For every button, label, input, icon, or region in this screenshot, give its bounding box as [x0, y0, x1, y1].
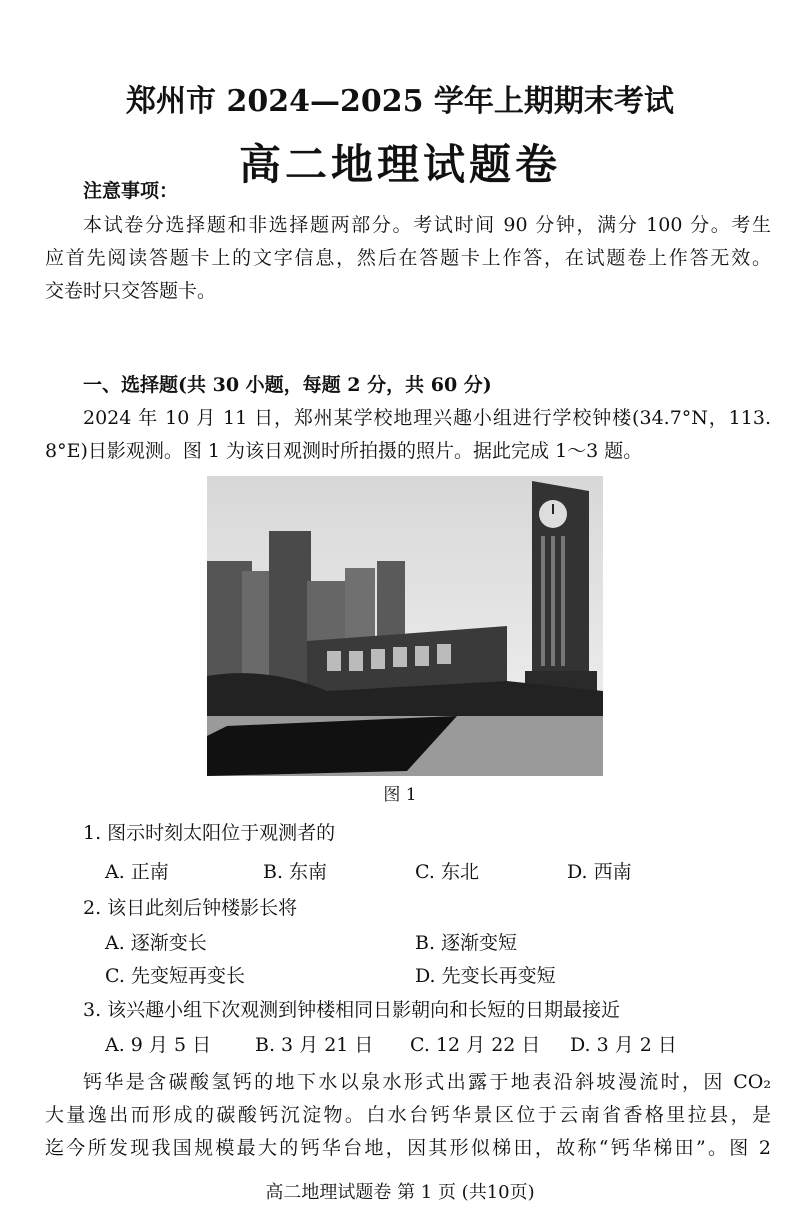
option: D. 先变长再变短 [415, 965, 556, 987]
notice-heading: 注意事项： [83, 180, 179, 202]
notice-line: 交卷时只交答题卡。 [45, 280, 217, 302]
intro-line: 2024 年 10 月 11 日，郑州某学校地理兴趣小组进行学校钟楼(34.7°N，113. [83, 407, 771, 429]
option: A. 逐渐变长 [105, 932, 207, 954]
notice-line: 应首先阅读答题卡上的文字信息，然后在答题卡上作答，在试题卷上作答无效。 [45, 247, 771, 269]
question-stem: 1. 图示时刻太阳位于观测者的 [83, 822, 336, 844]
question-stem: 3. 该兴趣小组下次观测到钟楼相同日影朝向和长短的日期最接近 [83, 999, 621, 1021]
option: A. 9 月 5 日 [105, 1034, 212, 1056]
paper-title: 高二地理试题卷 [238, 140, 561, 189]
option: C. 先变短再变长 [105, 965, 245, 987]
option: A. 正南 [105, 861, 169, 883]
passage-line: 迄今所发现我国规模最大的钙华台地，因其形似梯田，故称“钙华梯田”。图 2 [45, 1137, 771, 1159]
option: C. 12 月 22 日 [410, 1034, 541, 1056]
passage-line: 钙华是含碳酸氢钙的地下水以泉水形式出露于地表沿斜坡漫流时，因 CO₂ [83, 1071, 771, 1093]
section-heading: 一、选择题(共 30 小题，每题 2 分，共 60 分) [83, 374, 492, 396]
option: B. 东南 [263, 861, 328, 883]
passage-line: 大量逸出而形成的碳酸钙沉淀物。白水台钙华景区位于云南省香格里拉县，是 [45, 1104, 771, 1126]
figure-caption: 图 1 [383, 785, 417, 805]
option: D. 西南 [567, 861, 632, 883]
question-stem: 2. 该日此刻后钟楼影长将 [83, 897, 298, 919]
notice-line: 本试卷分选择题和非选择题两部分。考试时间 90 分钟，满分 100 分。考生 [83, 214, 771, 236]
page-footer: 高二地理试题卷 第 1 页 (共10页) [265, 1182, 535, 1203]
option: B. 3 月 21 日 [255, 1034, 374, 1056]
exam-title: 郑州市 2024—2025 学年上期期末考试 [126, 84, 674, 119]
clock-tower-photo [207, 476, 603, 776]
option: D. 3 月 2 日 [570, 1034, 677, 1056]
option: B. 逐渐变短 [415, 932, 518, 954]
intro-line: 8°E)日影观测。图 1 为该日观测时所拍摄的照片。据此完成 1～3 题。 [45, 440, 643, 462]
option: C. 东北 [415, 861, 479, 883]
